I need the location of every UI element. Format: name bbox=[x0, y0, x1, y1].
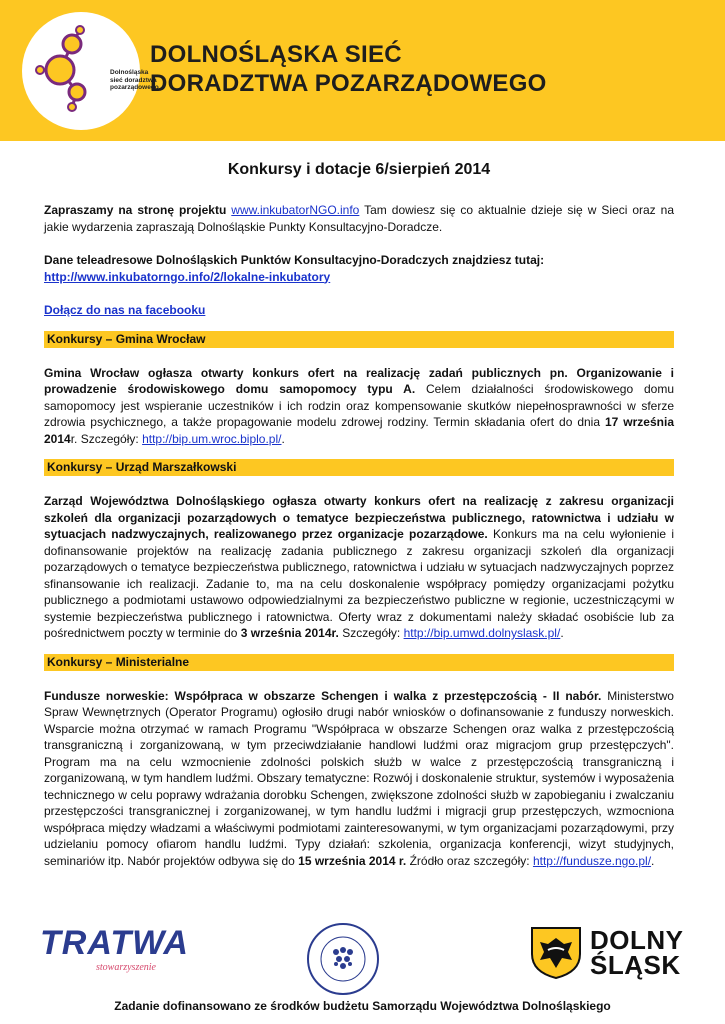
logo-caption-line: pozarządowego bbox=[110, 84, 159, 91]
section-header-gmina: Konkursy – Gmina Wrocław bbox=[44, 331, 674, 348]
intro-suffix: Tam dowiesz się co aktualnie dzieje się w Sieci oraz na jakie wydarzenia zapraszają Dolnośląskie Punkty Konsultacyjno-Doradcze. bbox=[44, 203, 674, 234]
header-banner bbox=[0, 0, 725, 141]
section-lead: Zarząd Województwa Dolnośląskiego ogłasza otwarty konkurs ofert na realizację z zakresu organizacji szkoleń dla organizacji pozarządowych o tematyce bezpieczeństwa publicznego, ratownictwa i udziału w sytuacjach nadzwyczajnych, realizowanego przez organizacje pozarządowe. bbox=[44, 494, 674, 541]
section-end: . bbox=[651, 853, 655, 868]
tratwa-logo: TRATWA bbox=[40, 924, 189, 962]
title-line-1: DOLNOŚLĄSKA SIEĆ bbox=[150, 41, 402, 68]
section-body: Konkurs ma na celu wyłonienie i dofinansowanie projektów na realizację zadania publicznego z zakresu organizacji szkoleń dla organizacji pozarządowych o tematyce bezpieczeństwa publicznego, ratownictwa i udziału w sytuacjach nadzwyczajnych poprzez sfinansowanie ich realizacji. Zadanie to, ma na celu doskonalenie współpracy pomiędzy organizacjami pożytku publicznego a podmiotami ustawowo odpowiedzialnymi za bezpieczeństwo publiczne w regionie, uczestniczącymi w systemie bezpieczeństwa publicznego i ratownictwa. Oferty wraz z dokumentami należy składać osobiście lub za pośrednictwem poczty w terminie do bbox=[44, 527, 675, 640]
section-link[interactable]: http://bip.um.wroc.biplo.pl/ bbox=[142, 431, 282, 446]
project-link[interactable]: www.inkubatorNGO.info bbox=[231, 203, 360, 217]
section-lead: Gmina Wrocław ogłasza otwarty konkurs ofert na realizację zadań publicznych pn. Organizowanie i prowadzenie środowiskowego domu samopomocy typu A. bbox=[44, 365, 674, 396]
section-deadline: 3 września 2014r. bbox=[240, 626, 339, 640]
organization-title bbox=[150, 40, 547, 98]
logo-caption-line: sieć doradztwa bbox=[110, 76, 157, 84]
intro-prefix: Zapraszamy na stronę projektu bbox=[44, 203, 227, 217]
section-header-urzad: Konkursy – Urząd Marszałkowski bbox=[44, 459, 674, 476]
section-header-ministerialne: Konkursy – Ministerialne bbox=[44, 654, 674, 671]
dolny-line-2: ŚLĄSK bbox=[590, 950, 681, 980]
dolny-line-1: DOLNY bbox=[590, 925, 684, 955]
section-body: Celem działalności środowiskowego domu samopomocy jest wspieranie uczestników i ich rodzin oraz kompensowanie skutków niepełnosprawności w sferze zdrowia psychicznego, a także propagowanie modelu zdrowej rodziny. Termin składania ofert do dnia bbox=[44, 382, 674, 429]
funding-note: Zadanie dofinansowano ze środków budżetu Samorządu Województwa Dolnośląskiego bbox=[114, 999, 611, 1013]
section-text-gmina bbox=[44, 365, 674, 448]
document-body bbox=[44, 160, 674, 869]
section-link[interactable]: http://bip.umwd.dolnyslask.pl/ bbox=[403, 626, 561, 640]
section-text-urzad bbox=[44, 493, 674, 642]
facebook-link[interactable]: Dołącz do nas na facebooku bbox=[44, 303, 206, 317]
dolny-slask-logo bbox=[590, 925, 684, 980]
tratwa-subtitle: stowarzyszenie bbox=[96, 962, 156, 973]
eagle-coat-of-arms-icon bbox=[528, 924, 584, 980]
contact-paragraph bbox=[44, 252, 674, 285]
contact-link[interactable]: http://www.inkubatorngo.info/2/lokalne-inkubatory bbox=[44, 269, 331, 284]
section-body: Ministerstwo Spraw Wewnętrznych (Operator Programu) ogłosiło drugi nabór wniosków o dofinansowanie z funduszy norweskich. Wsparcie można otrzymać w ramach Programu "Współpraca w obszarze Schengen oraz walka z przestępczością transgraniczną i zorganizowaną, w tym przeciwdziałanie handlowi ludźmi oraz migracjom grup przestępczych". Program ma na celu wzmocnienie zdolności polskich służb w walce z przestępczością transgraniczną i zorganizowaną, w tym handlem ludźmi. Obszary tematyczne: Rozwój i doskonalenie struktur, systemów i wyposażenia technicznego w celu poprawy wdrażania dorobku Schengen, zwiększone zdolności służb w zapobieganiu i zwalczaniu przestępczości transgranicznej i zorganizowanej, w tym handlu ludźmi i migracji grup przestępczych, wzmocniona współpraca między władzami a właściwymi podmiotami zainteresowanymi, w tym organizacjami pozarządowymi, przy udzielaniu pomocy ofiarom handlu ludźmi. Typy działań: szkolenia, organizacja konferencji, wizyt studyjnych, seminariów itp. Nabór projektów odbywa się do bbox=[44, 688, 674, 868]
title-line-2: DORADZTWA POZARZĄDOWEGO bbox=[150, 70, 547, 97]
contact-text: Dane teleadresowe Dolnośląskich Punktów Konsultacyjno-Doradczych znajdziesz tutaj: bbox=[44, 253, 545, 267]
network-logo bbox=[22, 12, 159, 130]
intro-paragraph bbox=[44, 202, 674, 235]
section-end: . bbox=[560, 626, 564, 640]
page-title: Konkursy i dotacje 6/sierpień 2014 bbox=[227, 161, 491, 178]
section-deadline: 17 września 2014 bbox=[44, 415, 674, 446]
logo-caption-line: Dolnośląska bbox=[110, 69, 149, 76]
section-deadline: 15 września 2014 r. bbox=[298, 853, 407, 868]
section-end: . bbox=[281, 431, 285, 446]
section-after-deadline: Szczegóły: bbox=[342, 626, 401, 640]
federation-seal-icon bbox=[306, 922, 380, 996]
section-text-ministerialne bbox=[44, 688, 674, 870]
facebook-paragraph bbox=[44, 302, 674, 319]
section-lead: Fundusze norweskie: Współpraca w obszarze Schengen i walka z przestępczością - II nabór. bbox=[44, 688, 602, 703]
section-after-deadline: Źródło oraz szczegóły: bbox=[409, 853, 530, 868]
partner-logos bbox=[0, 922, 725, 987]
section-link[interactable]: http://fundusze.ngo.pl/ bbox=[532, 853, 652, 868]
section-after-deadline: r. Szczegóły: bbox=[70, 431, 139, 446]
